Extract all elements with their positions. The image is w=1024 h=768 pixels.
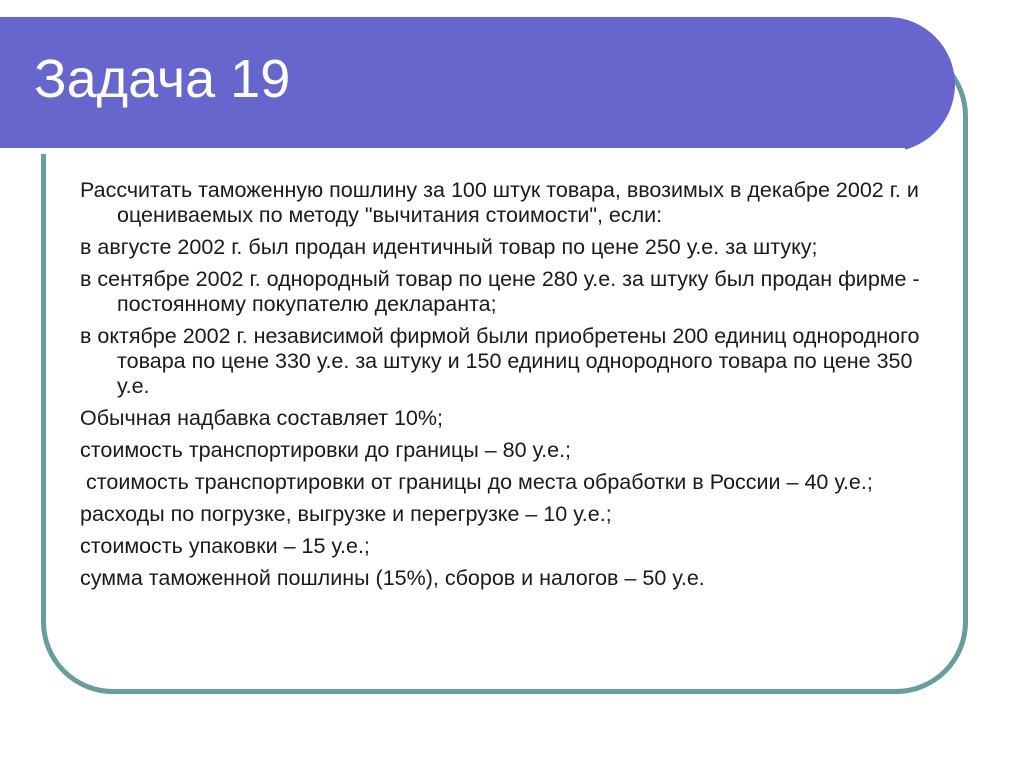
list-item-duties-and-taxes: сумма таможенной пошлины (15%), сборов и налогов – 50 у.е. xyxy=(80,566,705,590)
task-statement: Рассчитать таможенную пошлину за 100 штук товара, ввозимых в декабре 2002 г. и оцениваемых по методу "вычитания стоимости", если: xyxy=(80,178,919,227)
list-item-handling-costs: расходы по погрузке, выгрузке и перегрузке – 10 у.е.; xyxy=(80,502,612,526)
title-underline xyxy=(0,148,905,154)
slide-title: Задача 19 xyxy=(34,49,291,109)
list-item-september-sale: в сентябре 2002 г. однородный товар по цене 280 у.е. за штуку был продан фирме - постоянному покупателю декларанта; xyxy=(80,267,920,316)
list-item-transport-to-border: стоимость транспортировки до границы – 80 у.е.; xyxy=(80,438,572,462)
list-item-packaging-cost: стоимость упаковки – 15 у.е.; xyxy=(80,534,370,558)
task-text-list xyxy=(80,178,950,598)
list-item-transport-in-russia: стоимость транспортировки от границы до места обработки в России – 40 у.е.; xyxy=(86,470,873,494)
list-item-august-sale: в августе 2002 г. был продан идентичный товар по цене 250 у.е. за штуку; xyxy=(80,235,818,259)
list-item-markup: Обычная надбавка составляет 10%; xyxy=(80,406,443,430)
list-item-october-purchase: в октябре 2002 г. независимой фирмой были приобретены 200 единиц однородного товара по цене 330 у.е. за штуку и 150 единиц однородного товара по цене 350 у.е. xyxy=(80,324,920,398)
